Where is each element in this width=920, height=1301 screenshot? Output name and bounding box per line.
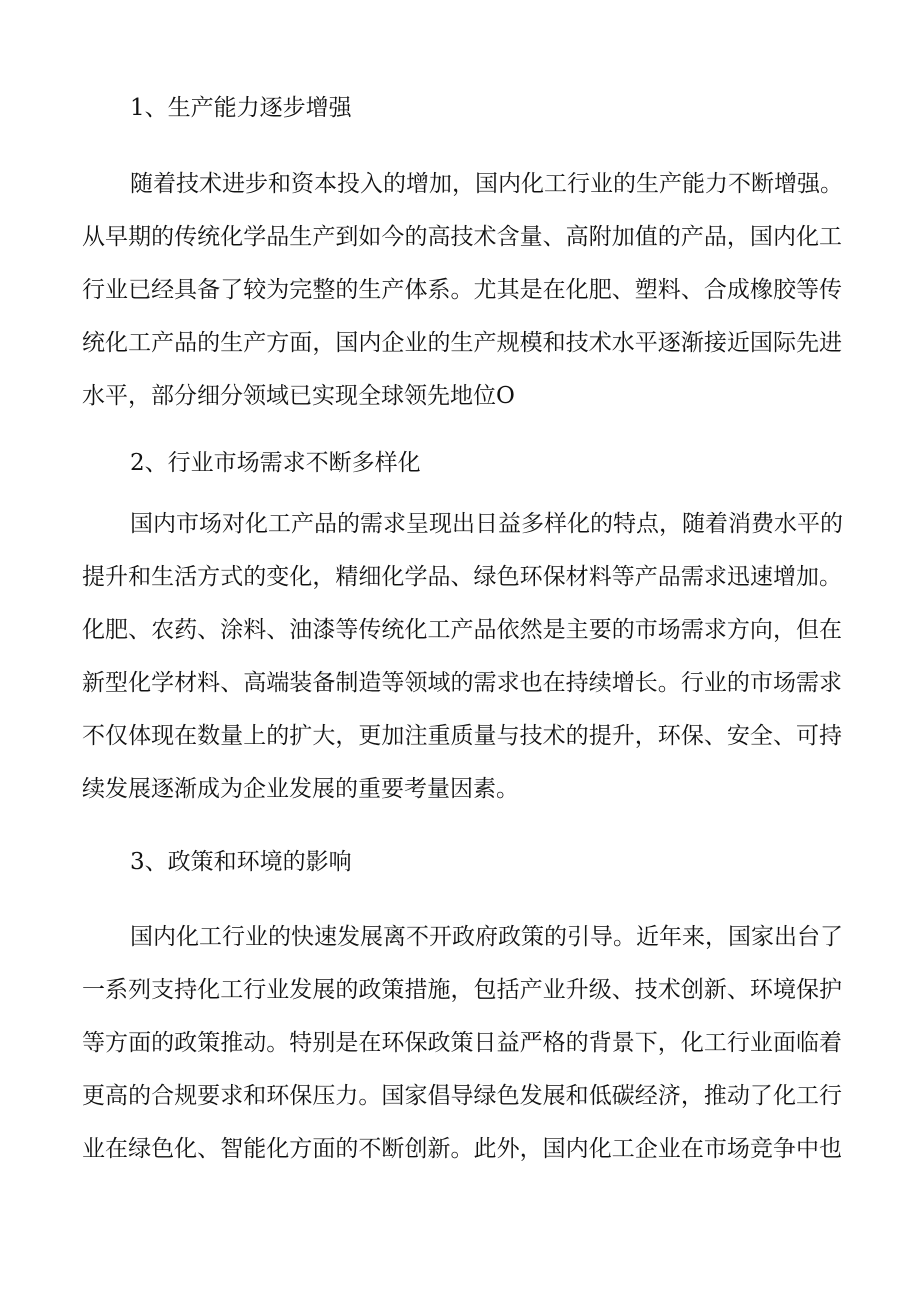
paragraph-line: 业在绿色化、智能化方面的不断创新。此外，国内化工企业在市场竞争中也 (82, 1136, 842, 1162)
paragraph-line: 国内市场对化工产品的需求呈现出日益多样化的特点，随着消费水平的 (130, 511, 843, 537)
paragraph-line: 等方面的政策推动。特别是在环保政策日益严格的背景下，化工行业面临着 (82, 1030, 842, 1056)
paragraph-line: 国内化工行业的快速发展离不开政府政策的引导。近年来，国家出台了 (130, 924, 843, 950)
paragraph-line: 水平，部分细分领域已实现全球领先地位O (82, 383, 515, 409)
section-heading-2: 2、行业市场需求不断多样化 (130, 450, 421, 476)
paragraph-line: 随着技术进步和资本投入的增加，国内化工行业的生产能力不断增强。 (130, 171, 843, 197)
paragraph-line: 续发展逐渐成为企业发展的重要考量因素。 (82, 776, 519, 802)
paragraph-line: 从早期的传统化学品生产到如今的高技术含量、高附加值的产品，国内化工 (82, 224, 842, 250)
paragraph-line: 行业已经具备了较为完整的生产体系。尤其是在化肥、塑料、合成橡胶等传 (82, 277, 842, 303)
paragraph-line: 提升和生活方式的变化，精细化学品、绿色环保材料等产品需求迅速增加。 (82, 564, 842, 590)
section-heading-3: 3、政策和环境的影响 (130, 849, 352, 875)
paragraph-line: 一系列支持化工行业发展的政策措施，包括产业升级、技术创新、环境保护 (82, 977, 842, 1003)
paragraph-line: 新型化学材料、高端装备制造等领域的需求也在持续增长。行业的市场需求 (82, 670, 842, 696)
paragraph-line: 不仅体现在数量上的扩大，更加注重质量与技术的提升，环保、安全、可持 (82, 723, 842, 749)
paragraph-line: 更高的合规要求和环保压力。国家倡导绿色发展和低碳经济，推动了化工行 (82, 1083, 842, 1109)
paragraph-line: 统化工产品的生产方面，国内企业的生产规模和技术水平逐渐接近国际先进 (82, 330, 842, 356)
section-heading-1: 1、生产能力逐步增强 (130, 95, 352, 121)
paragraph-line: 化肥、农药、涂料、油漆等传统化工产品依然是主要的市场需求方向，但在 (82, 617, 842, 643)
